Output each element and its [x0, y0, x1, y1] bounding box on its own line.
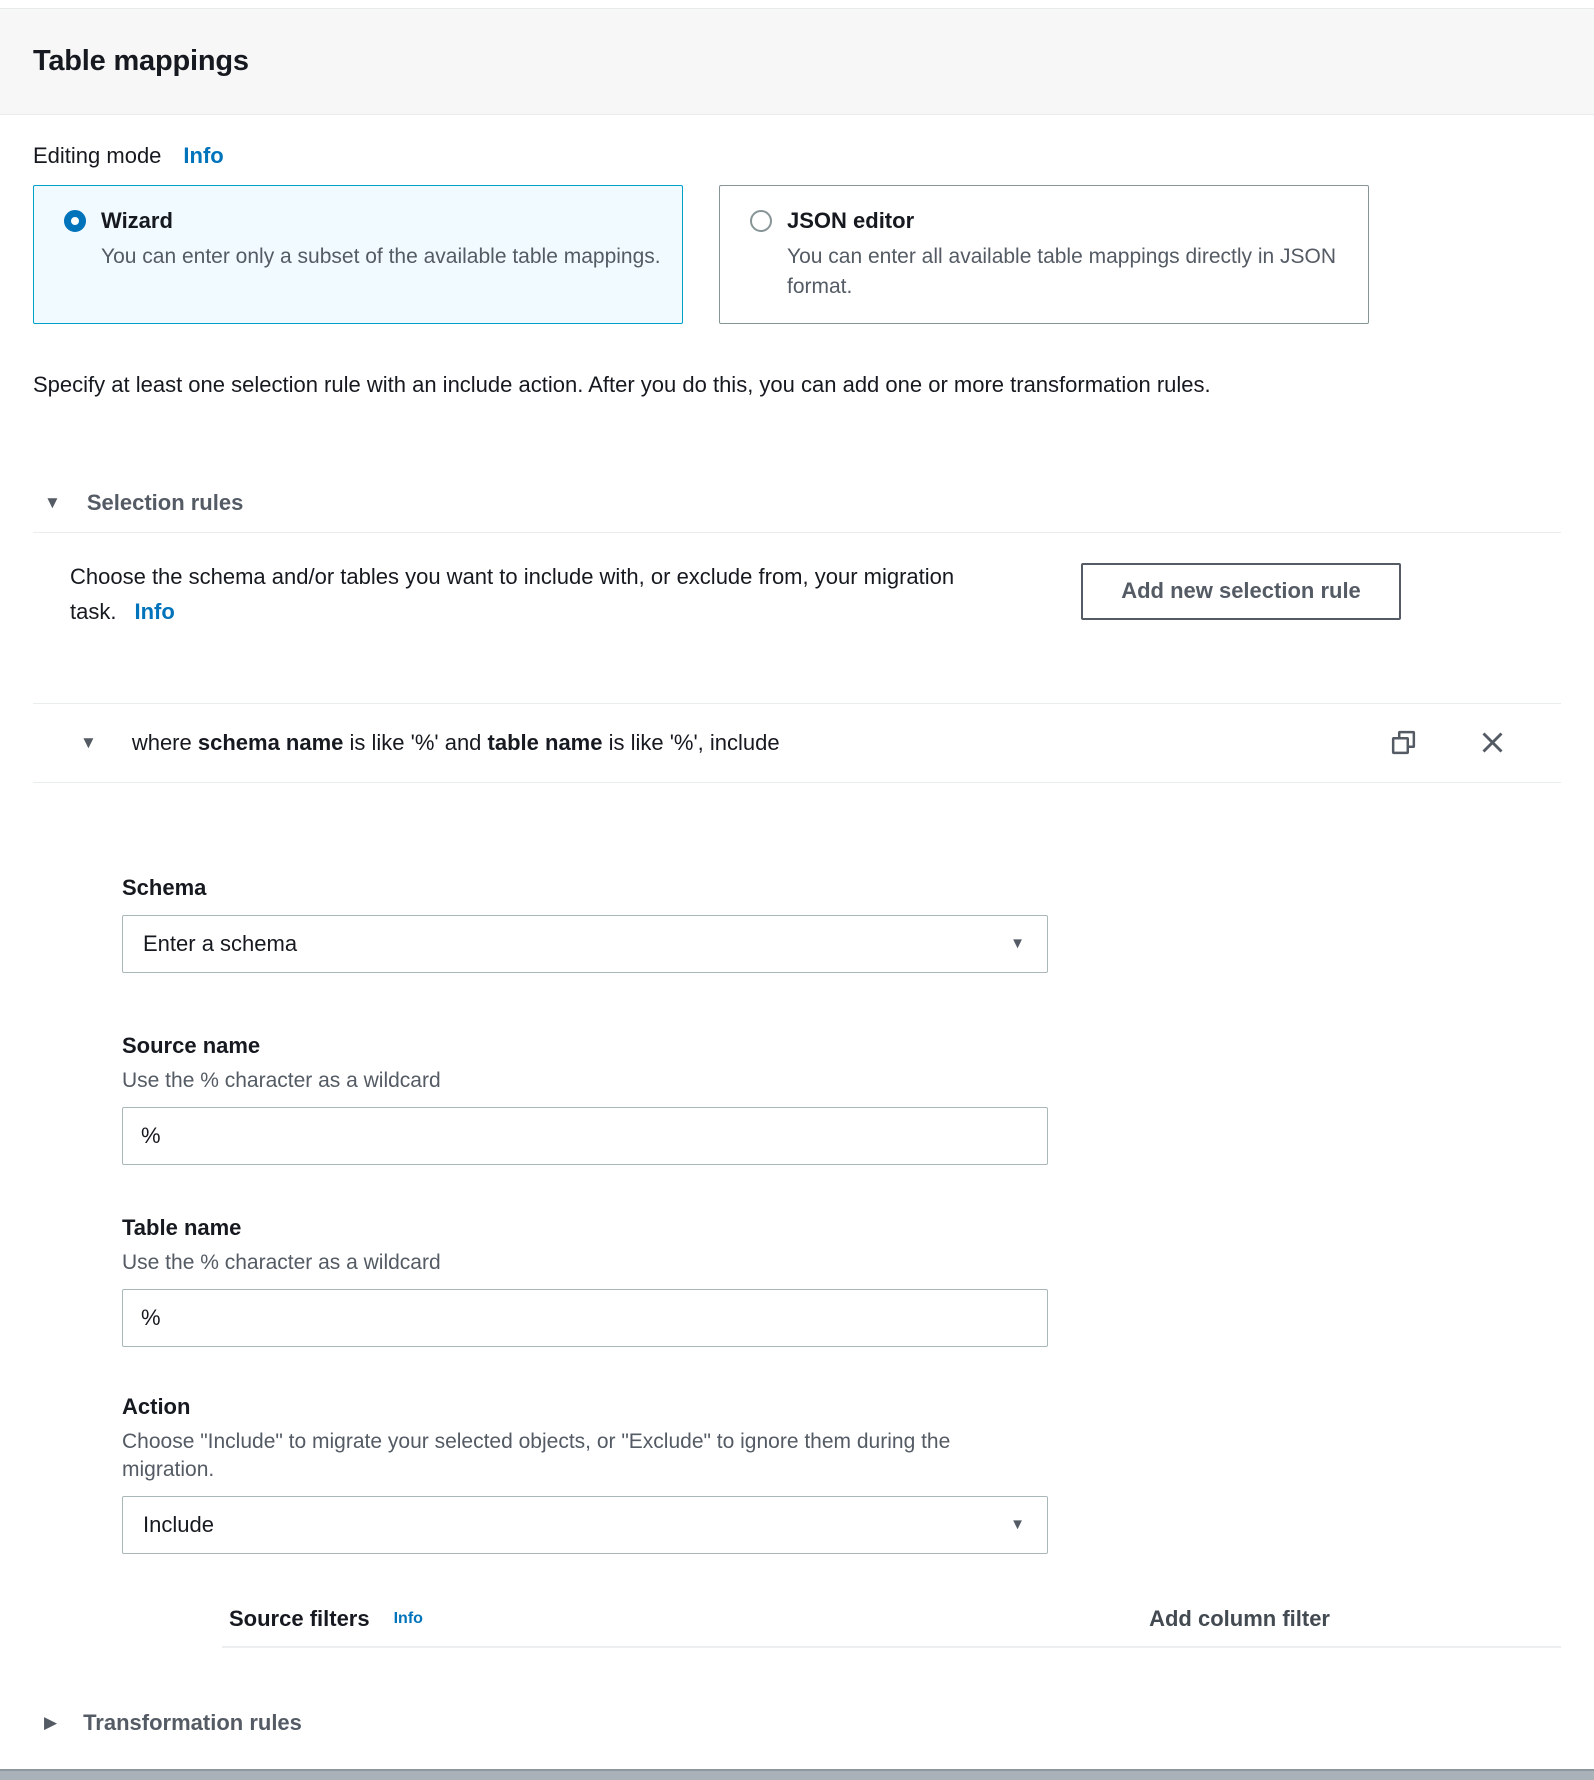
wizard-description: You can enter only a subset of the available table mappings. [101, 245, 661, 268]
action-label: Action [122, 1393, 191, 1419]
source-name-field [122, 1031, 1048, 1165]
table-name-field [122, 1213, 1048, 1347]
editing-mode-row [33, 141, 1561, 171]
schema-select-value: Enter a schema [143, 930, 298, 956]
page-title: Table mappings [33, 45, 249, 77]
source-filters-info-link[interactable]: Info [393, 1609, 423, 1627]
table-mappings-header [0, 8, 1594, 115]
selection-rules-description: Choose the schema and/or tables you want to include with, or exclude from, your migration task. Info [70, 563, 955, 624]
copy-icon [1390, 729, 1417, 756]
table-name-label: Table name [122, 1214, 242, 1240]
dropdown-caret-icon: ▼ [1010, 935, 1025, 953]
source-name-input[interactable] [122, 1107, 1048, 1165]
dropdown-caret-icon: ▼ [1010, 1516, 1025, 1534]
schema-select[interactable] [122, 915, 1048, 973]
editing-mode-label: Editing mode [33, 143, 162, 168]
json-editor-label: JSON editor [787, 208, 915, 233]
json-editor-option-head [750, 206, 1356, 236]
rule-caret-down-icon: ▼ [80, 733, 97, 753]
action-description: Choose "Include" to migrate your selected objects, or "Exclude" to ignore them during the migration. [122, 1429, 951, 1481]
remove-rule-button[interactable] [1479, 729, 1506, 756]
selection-rule-form [122, 873, 1048, 1554]
json-editor-description: You can enter all available table mappings directly in JSON format. [787, 245, 1337, 299]
wizard-label: Wizard [101, 208, 173, 233]
rule-summary-text: where schema name is like '%' and table name is like '%', include [131, 729, 780, 755]
selection-rules-toolbar [33, 559, 1561, 671]
source-filters-label: Source filters [229, 1605, 370, 1631]
schema-field [122, 873, 1048, 973]
table-mappings-panel [0, 141, 1594, 1736]
action-select[interactable] [122, 1496, 1048, 1554]
table-name-input[interactable] [122, 1289, 1048, 1347]
json-editor-radio[interactable] [750, 210, 772, 232]
wizard-radio[interactable] [64, 210, 86, 232]
source-filters-divider [222, 1646, 1561, 1648]
caret-down-icon: ▼ [44, 493, 61, 513]
add-column-filter-button[interactable]: Add column filter [1149, 1605, 1330, 1631]
editing-mode-info-link[interactable]: Info [183, 143, 224, 168]
selection-rules-divider [33, 532, 1561, 533]
transformation-rules-title: Transformation rules [83, 1709, 302, 1735]
editing-mode-cards [33, 185, 1561, 324]
selection-rules-info-link[interactable]: Info [134, 598, 175, 624]
schema-label: Schema [122, 874, 207, 900]
wizard-option-head [64, 206, 670, 236]
json-editor-option-card[interactable] [719, 185, 1369, 324]
selection-rules-intro-text: Specify at least one selection rule with an include action. After you do this, you can add one or more transformation rules. [33, 371, 1211, 397]
selection-rules-section-header[interactable] [33, 490, 1561, 516]
source-filters-row [229, 1606, 1330, 1632]
transformation-rules-section-header[interactable] [33, 1710, 1561, 1736]
next-section-edge [0, 1769, 1594, 1780]
action-select-value: Include [143, 1511, 214, 1537]
selection-rule-header-row[interactable] [33, 703, 1561, 783]
add-new-selection-rule-button[interactable]: Add new selection rule [1081, 563, 1401, 620]
wizard-option-card[interactable] [33, 185, 683, 324]
selection-rules-title: Selection rules [86, 489, 244, 515]
close-icon [1479, 729, 1506, 756]
source-name-description: Use the % character as a wildcard [122, 1068, 441, 1092]
duplicate-rule-button[interactable] [1390, 729, 1417, 756]
source-name-label: Source name [122, 1032, 261, 1058]
page-top-gap [0, 0, 1594, 8]
table-name-description: Use the % character as a wildcard [122, 1250, 441, 1274]
action-field [122, 1392, 1048, 1554]
rule-actions [1390, 729, 1506, 756]
caret-right-icon: ▶ [44, 1713, 58, 1733]
